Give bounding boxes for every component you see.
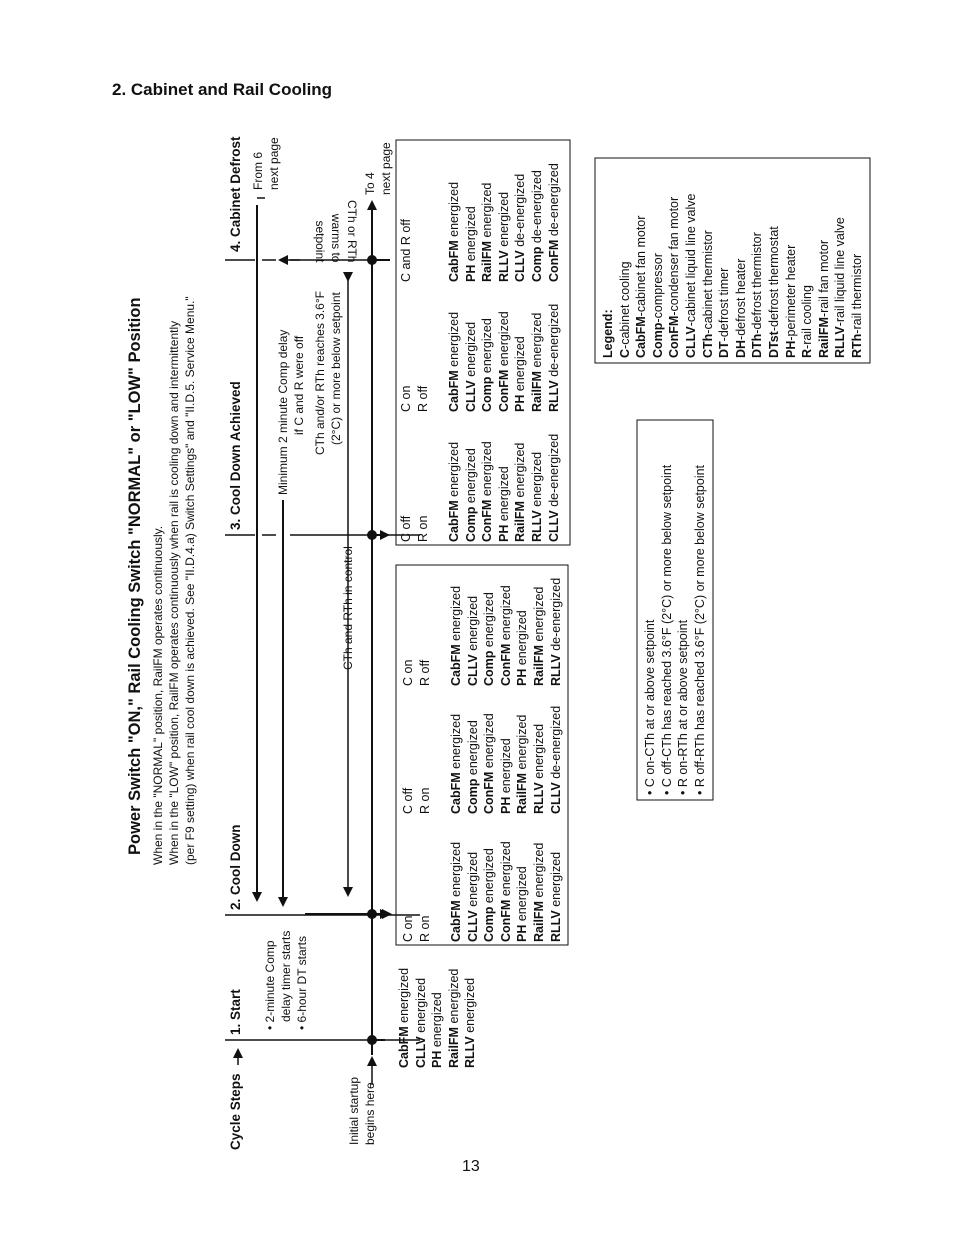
step-cabinet-defrost: 4. Cabinet Defrost [228, 136, 243, 252]
cooldown-condition-text: C off [401, 787, 415, 814]
from6-label [250, 137, 282, 190]
legend-item: DTh-defrost thermistor [750, 232, 765, 358]
cooldown-state-item: ConFM energized [482, 713, 497, 814]
warms-line-2: warms to [329, 213, 343, 263]
achieved-condition-text: C and R off [399, 218, 413, 282]
cooldown-state-list-3 [448, 578, 564, 686]
cycle-steps-label: Cycle Steps [228, 1073, 243, 1150]
cooldown-condition-2 [400, 788, 433, 814]
legend-item: RTh-rail thermistor [849, 253, 864, 358]
achieved-state-item: ConFM energized [480, 441, 495, 542]
achieved-condition-text: R on [415, 515, 430, 542]
to4-line-1: To 4 [363, 172, 377, 195]
achieved-condition-text: C off [399, 515, 413, 542]
legend-item: Comp-compressor [650, 253, 665, 358]
condition-note-3: • R on-RTh at or above setpoint [676, 619, 691, 795]
condition-notes [642, 465, 708, 795]
cooldown-state-item: CLLV energized [465, 851, 480, 942]
min-comp-delay-line-2: if C and R were off [292, 335, 306, 435]
legend-item: DH-defrost heater [733, 258, 748, 358]
achieved-state-item: RailFM energized [513, 442, 528, 542]
legend-item: R-rail cooling [800, 285, 815, 358]
achieved-state-item: CabFM energized [447, 311, 461, 412]
cooldown-state-item: CabFM energized [449, 585, 463, 686]
achieved-state-item: Comp de-energized [529, 170, 544, 282]
achieved-condition-1 [398, 516, 431, 542]
start-note-3: • 6-hour DT starts [295, 935, 309, 1030]
to4-line-2: next page [379, 142, 393, 195]
intro-text [150, 296, 198, 865]
achieved-state-list-1 [446, 434, 562, 542]
cooldown-state-item: ConFM energized [498, 841, 513, 942]
achieved-state-item: PH energized [496, 466, 511, 542]
condition-note-4: • R off-RTh has reached 3.6°F (2°C) or more below setpoint [692, 464, 707, 795]
initial-startup-line-2: begins here [363, 1082, 377, 1145]
start-note-1: • 2-minute Comp [263, 940, 277, 1030]
step-start: 1. Start [228, 989, 243, 1035]
cooldown-condition-text: R on [417, 915, 432, 942]
achieved-state-list-3 [446, 163, 562, 282]
achieved-state-item: Comp energized [463, 448, 478, 542]
legend-item: RailFM-rail fan motor [816, 239, 831, 358]
start-note-2: delay timer starts [279, 930, 293, 1022]
step-cool-down: 2. Cool Down [228, 824, 243, 910]
from6-line-1: From 6 [251, 151, 265, 190]
start-notes [262, 931, 310, 1030]
cth-rth-reaches-label [312, 291, 344, 455]
reaches-line-1: CTh and/or RTh reaches 3.6°F [313, 291, 327, 455]
condition-note-2: • C off-CTh has reached 3.6°F (2°C) or more below setpoint [659, 464, 674, 795]
section-heading: 2. Cabinet and Rail Cooling [112, 80, 333, 99]
legend-title: Legend: [601, 309, 615, 358]
cooldown-state-item: ConFM energized [498, 585, 513, 686]
cooldown-state-item: CLLV de-energized [548, 705, 563, 814]
condition-note-1: • C on-CTh at or above setpoint [643, 619, 657, 795]
cooldown-state-item: RLLV de-energized [548, 577, 563, 686]
cooldown-state-item: CabFM energized [449, 841, 463, 942]
intro-line-1: When in the "NORMAL" position, RailFM operates continuously. [151, 525, 165, 865]
legend-item: CabFM-cabinet fan motor [634, 215, 649, 358]
legend-item: DTst-defrost thermostat [766, 226, 781, 358]
achieved-state-item: CLLV de-energized [546, 433, 561, 542]
achieved-state-item: ConFM de-energized [546, 163, 561, 282]
cooldown-condition-text: R off [417, 659, 432, 686]
cooldown-state-item: Comp energized [482, 848, 497, 942]
intro-line-2: When in the "LOW" position, RailFM operates continuously when rail is cooling down and intermittently [167, 320, 181, 865]
achieved-state-list-2 [446, 304, 562, 412]
cooldown-state-list-2 [448, 706, 564, 814]
to4-label [362, 142, 394, 195]
legend-item: DT-defrost timer [717, 267, 732, 358]
cooldown-condition-text: C on [401, 915, 415, 942]
cooldown-state-item: PH energized [515, 866, 530, 942]
achieved-state-item: ConFM energized [496, 311, 511, 412]
cooldown-state-item: RLLV energized [531, 723, 546, 814]
cooldown-state-item: PH energized [498, 738, 513, 814]
cooldown-state-item: RailFM energized [531, 586, 546, 686]
cooldown-state-item: Comp energized [482, 592, 497, 686]
cooldown-state-item: Comp energized [465, 720, 480, 814]
achieved-condition-text: R off [415, 385, 430, 412]
legend-item: C-cabinet cooling [617, 261, 632, 358]
cth-rth-control-label: CTh and RTh in control [341, 546, 355, 670]
min-comp-delay-label [275, 330, 307, 495]
diagram-title: Power Switch "ON," Rail Cooling Switch "NORMAL" or "LOW" Position [126, 297, 144, 855]
legend-item: CLLV-cabinet liquid line valve [683, 193, 698, 358]
achieved-state-item: CabFM energized [447, 181, 461, 282]
cooldown-state-item: CabFM energized [449, 713, 463, 814]
achieved-condition-3 [398, 219, 415, 282]
cooldown-condition-text: C on [401, 659, 415, 686]
page-number: 13 [462, 1158, 480, 1175]
from6-line-2: next page [267, 137, 281, 190]
warms-line-3: setpoint [313, 220, 327, 263]
min-comp-delay-line-1: Minimum 2 minute Comp delay [276, 329, 290, 495]
cooldown-condition-1 [400, 916, 433, 942]
achieved-state-item: CLLV de-energized [513, 173, 528, 282]
achieved-state-item: RLLV energized [529, 451, 544, 542]
cooldown-condition-text: R on [417, 787, 432, 814]
achieved-state-item: RLLV de-energized [546, 303, 561, 412]
achieved-state-item: Comp energized [480, 318, 495, 412]
initial-startup-line-1: Initial startup [347, 1076, 361, 1145]
achieved-state-item: CabFM energized [447, 441, 461, 542]
reaches-line-2: (2°C) or more below setpoint [329, 292, 343, 445]
achieved-state-item: CLLV energized [463, 321, 478, 412]
intro-line-3: (per F9 setting) when rail cool down is achieved. See "II.D.4.a) Switch Settings" and "II.D.5. Service Menu." [183, 296, 197, 865]
cooldown-state-item: PH energized [515, 610, 530, 686]
cooldown-state-item: RailFM energized [515, 714, 530, 814]
achieved-condition-text: C on [399, 385, 413, 412]
cooldown-state-item: RailFM energized [531, 842, 546, 942]
cooldown-condition-3 [400, 660, 433, 686]
achieved-state-item: RLLV energized [496, 191, 511, 282]
initial-startup-note [346, 1077, 378, 1145]
cooldown-state-item: RLLV energized [548, 851, 563, 942]
warms-line-1: CTh or RTh [345, 200, 359, 263]
legend-item: PH-perimeter heater [783, 244, 798, 358]
cooldown-state-list-1 [448, 841, 564, 942]
legend-item: CTh-cabinet thermistor [700, 230, 715, 358]
legend [600, 194, 866, 358]
achieved-state-item: RailFM energized [480, 182, 495, 282]
cth-warms-label [312, 200, 360, 262]
achieved-state-item: PH energized [513, 336, 528, 412]
start-state-list: CabFM energized CLLV energized PH energized RailFM energized RLLV energized [397, 967, 478, 1068]
legend-item: ConFM-condenser fan motor [667, 196, 682, 358]
achieved-state-item: PH energized [463, 206, 478, 282]
legend-item: RLLV-rail liquid line valve [833, 217, 848, 358]
achieved-condition-2 [398, 386, 431, 412]
cooldown-state-item: CLLV energized [465, 595, 480, 686]
achieved-state-item: RailFM energized [529, 312, 544, 412]
step-cool-down-achieved: 3. Cool Down Achieved [228, 381, 243, 530]
